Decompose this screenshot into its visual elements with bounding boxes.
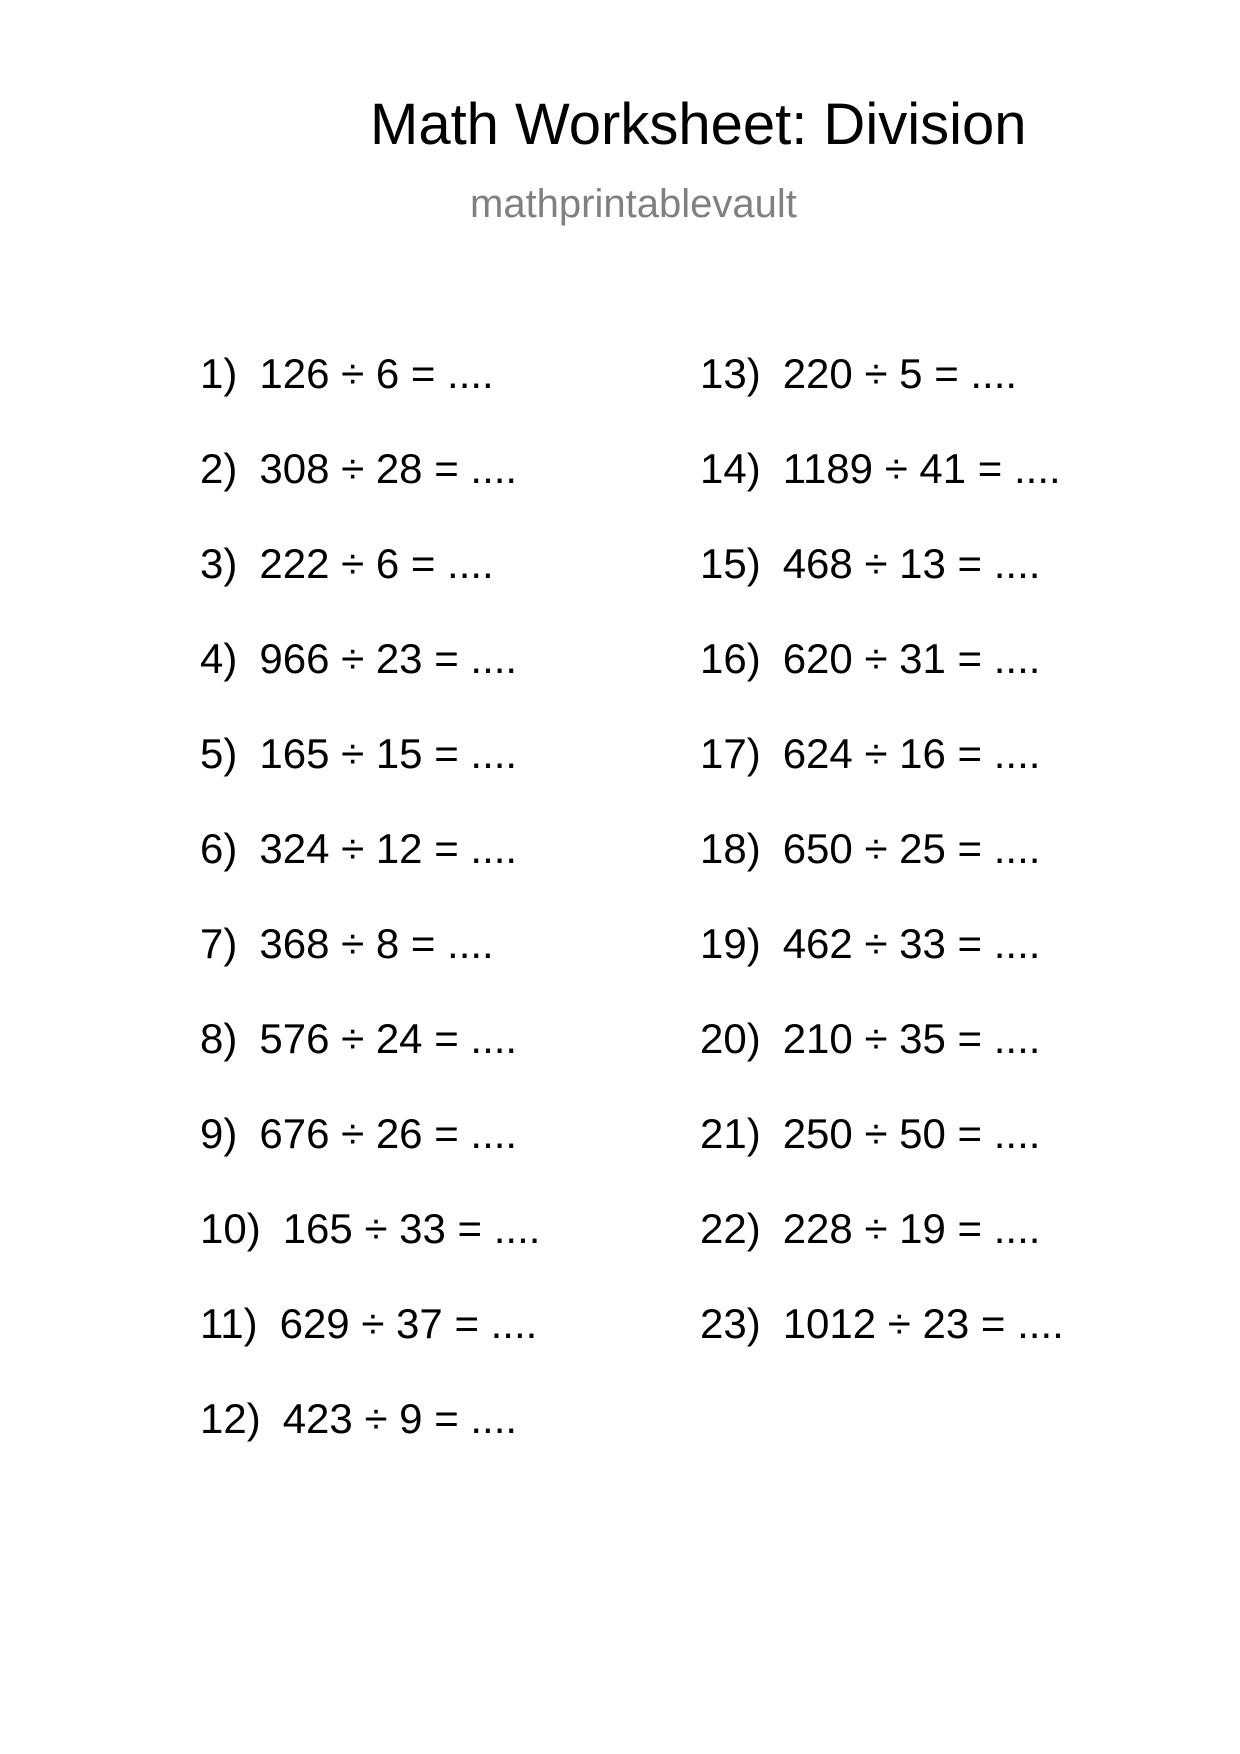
problem-number: 13)	[700, 350, 761, 397]
problem-number: 3)	[200, 540, 238, 587]
problem-item	[700, 1205, 1064, 1300]
problem-number: 2)	[200, 445, 238, 492]
problem-item	[700, 445, 1064, 540]
problem-number: 12)	[200, 1395, 261, 1442]
problem-expression: 250 ÷ 50 = ....	[782, 1110, 1041, 1157]
problem-item	[200, 1300, 540, 1395]
problem-item	[200, 350, 540, 445]
problem-item	[700, 1015, 1064, 1110]
worksheet-title: Math Worksheet: Division	[370, 92, 1027, 157]
problem-expression: 576 ÷ 24 = ....	[259, 1015, 518, 1062]
problem-expression: 423 ÷ 9 = ....	[282, 1395, 518, 1442]
problem-expression: 676 ÷ 26 = ....	[259, 1110, 518, 1157]
problem-expression: 462 ÷ 33 = ....	[782, 920, 1041, 967]
problem-expression: 468 ÷ 13 = ....	[782, 540, 1041, 587]
problem-number: 4)	[200, 635, 238, 682]
problem-item	[200, 445, 540, 540]
problem-number: 1)	[200, 350, 238, 397]
problem-item	[700, 920, 1064, 1015]
problem-number: 14)	[700, 445, 761, 492]
problem-number: 16)	[700, 635, 761, 682]
problem-number: 5)	[200, 730, 238, 777]
problem-number: 15)	[700, 540, 761, 587]
problem-expression: 228 ÷ 19 = ....	[782, 1205, 1041, 1252]
problem-expression: 324 ÷ 12 = ....	[259, 825, 518, 872]
problem-number: 7)	[200, 920, 238, 967]
problem-item	[700, 1300, 1064, 1395]
problem-item	[200, 920, 540, 1015]
problem-expression: 165 ÷ 15 = ....	[259, 730, 518, 777]
worksheet-subtitle: mathprintablevault	[470, 182, 797, 226]
problem-expression: 650 ÷ 25 = ....	[782, 825, 1041, 872]
problem-expression: 368 ÷ 8 = ....	[259, 920, 494, 967]
problem-number: 10)	[200, 1205, 261, 1252]
problem-item	[700, 825, 1064, 920]
problem-expression: 620 ÷ 31 = ....	[782, 635, 1041, 682]
problem-number: 23)	[700, 1300, 761, 1347]
problem-expression: 629 ÷ 37 = ....	[279, 1300, 538, 1347]
problem-item	[200, 540, 540, 635]
problem-number: 17)	[700, 730, 761, 777]
problem-item	[700, 1110, 1064, 1205]
problem-item	[200, 1015, 540, 1110]
problem-expression: 1189 ÷ 41 = ....	[782, 445, 1061, 492]
problem-item	[200, 1395, 540, 1490]
problem-number: 18)	[700, 825, 761, 872]
problem-item	[700, 635, 1064, 730]
problem-expression: 308 ÷ 28 = ....	[259, 445, 518, 492]
problem-expression: 165 ÷ 33 = ....	[282, 1205, 541, 1252]
problem-number: 22)	[700, 1205, 761, 1252]
problem-column-left	[200, 350, 540, 1490]
problem-item	[700, 730, 1064, 825]
problem-item	[200, 1205, 540, 1300]
problem-expression: 126 ÷ 6 = ....	[259, 350, 494, 397]
problem-expression: 966 ÷ 23 = ....	[259, 635, 518, 682]
problem-number: 9)	[200, 1110, 238, 1157]
problem-expression: 220 ÷ 5 = ....	[782, 350, 1018, 397]
problem-expression: 1012 ÷ 23 = ....	[782, 1300, 1064, 1347]
problem-column-right	[700, 350, 1064, 1395]
problem-number: 21)	[700, 1110, 761, 1157]
problem-number: 6)	[200, 825, 238, 872]
problem-item	[700, 540, 1064, 635]
problem-item	[200, 1110, 540, 1205]
problem-number: 19)	[700, 920, 761, 967]
problem-item	[200, 825, 540, 920]
problem-expression: 222 ÷ 6 = ....	[259, 540, 494, 587]
problem-item	[200, 730, 540, 825]
problem-number: 8)	[200, 1015, 238, 1062]
problem-item	[700, 350, 1064, 445]
problem-number: 11)	[200, 1300, 258, 1347]
problem-expression: 624 ÷ 16 = ....	[782, 730, 1041, 777]
problem-expression: 210 ÷ 35 = ....	[782, 1015, 1041, 1062]
problem-item	[200, 635, 540, 730]
problem-number: 20)	[700, 1015, 761, 1062]
